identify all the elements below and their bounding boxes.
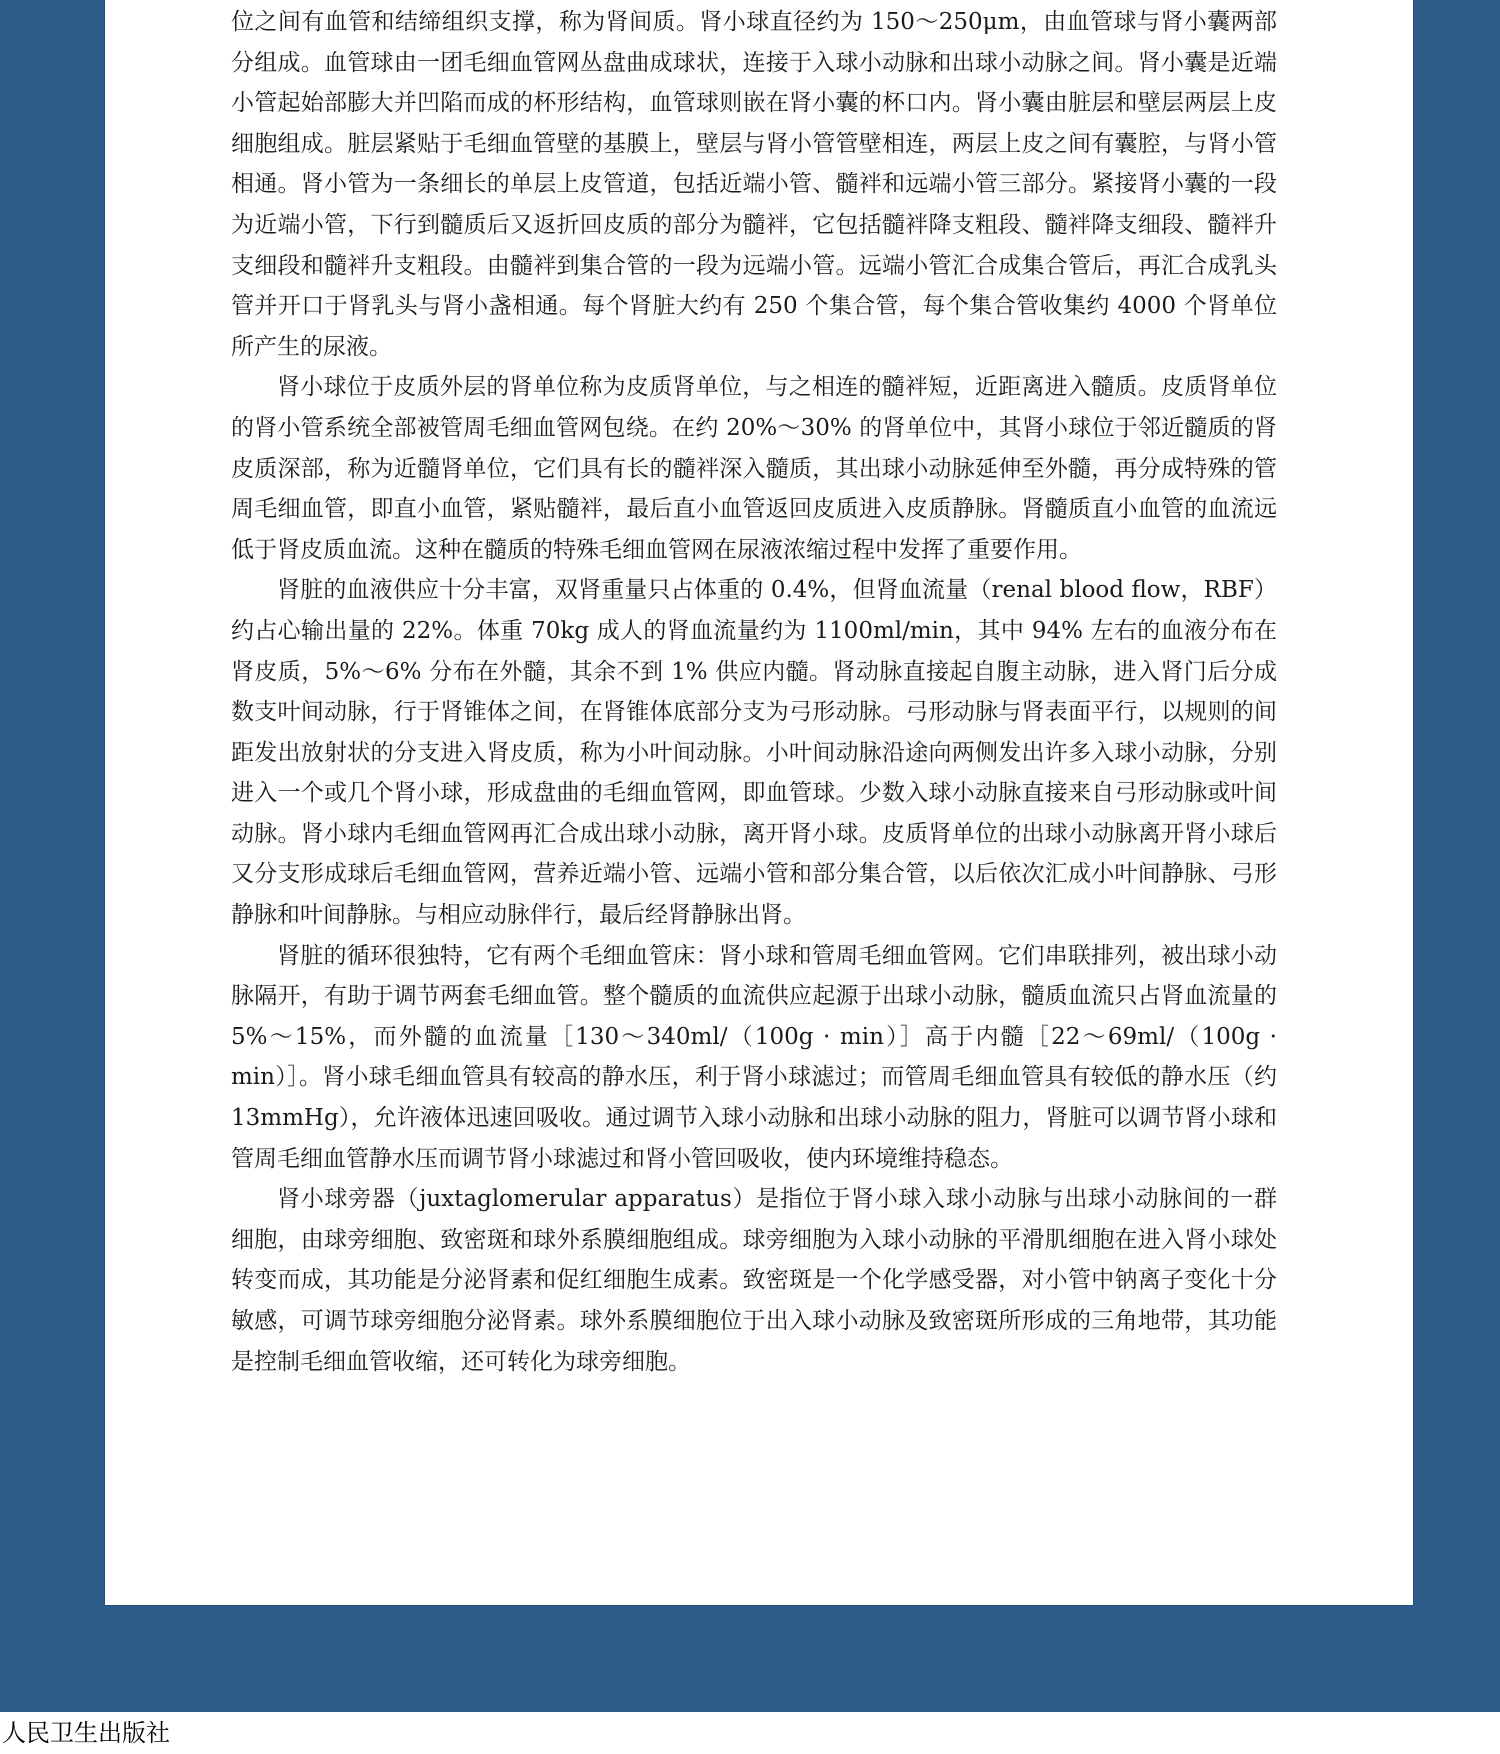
paragraph-nephron-structure: 位之间有血管和结缔组织支撑，称为肾间质。肾小球直径约为 150～250μm，由血管球与肾小囊两部分组成。血管球由一团毛细血管网丛盘曲成球状，连接于入球小动脉和出球小动脉之间。肾小囊是近端小管起始部膨大并凹陷而成的杯形结构，血管球则嵌在肾小囊的杯口内。肾小囊由脏层和壁层两层上皮细胞组成。脏层紧贴于毛细血管壁的基膜上，壁层与肾小管管壁相连，两层上皮之间有囊腔，与肾小管相通。肾小管为一条细长的单层上皮管道，包括近端小管、髓袢和远端小管三部分。紧接肾小囊的一段为近端小管，下行到髓质后又返折回皮质的部分为髓袢，它包括髓袢降支粗段、髓袢降支细段、髓袢升支细段和髓袢升支粗段。由髓袢到集合管的一段为远端小管。远端小管汇合成集合管后，再汇合成乳头管并开口于肾乳头与肾小盏相通。每个肾脏大约有 250 个集合管，每个集合管收集约 4000 个肾单位所产生的尿液。: [231, 9, 1277, 360]
paragraph-renal-circulation: 肾脏的循环很独特，它有两个毛细血管床：肾小球和管周毛细血管网。它们串联排列，被出球小动脉隔开，有助于调节两套毛细血管。整个髓质的血流供应起源于出球小动脉，髓质血流只占肾血流量的 5%～15%，而外髓的血流量［130～340ml/（100g · min）］高于内髓［22～69ml/（100g · min）］。肾小球毛细血管具有较高的静水压，利于肾小球滤过；而管周毛细血管具有较低的静水压（约 13mmHg），允许液体迅速回吸收。通过调节入球小动脉和出球小动脉的阻力，肾脏可以调节肾小球和管周毛细血管静水压而调节肾小球滤过和肾小管回吸收，使内环境维持稳态。: [231, 942, 1277, 1172]
document-page: [105, 0, 1413, 1605]
paragraph-cortical-nephron: 肾小球位于皮质外层的肾单位称为皮质肾单位，与之相连的髓袢短，近距离进入髓质。皮质肾单位的肾小管系统全部被管周毛细血管网包绕。在约 20%～30% 的肾单位中，其肾小球位于邻近髓质的肾皮质深部，称为近髓肾单位，它们具有长的髓袢深入髓质，其出球小动脉延伸至外髓，再分成特殊的管周毛细血管，即直小血管，紧贴髓袢，最后直小血管返回皮质进入皮质静脉。肾髓质直小血管的血流远低于肾皮质血流。这种在髓质的特殊毛细血管网在尿液浓缩过程中发挥了重要作用。: [231, 374, 1277, 563]
paragraph-renal-blood-supply: 肾脏的血液供应十分丰富，双肾重量只占体重的 0.4%，但肾血流量（renal blood flow，RBF）约占心输出量的 22%。体重 70kg 成人的肾血流量约为 1100ml/min，其中 94% 左右的血液分布在肾皮质，5%～6% 分布在外髓，其余不到 1% 供应内髓。肾动脉直接起自腹主动脉，进入肾门后分成数支叶间动脉，行于肾锥体之间，在肾锥体底部分支为弓形动脉。弓形动脉与肾表面平行，以规则的间距发出放射状的分支进入肾皮质，称为小叶间动脉。小叶间动脉沿途向两侧发出许多入球小动脉，分别进入一个或几个肾小球，形成盘曲的毛细血管网，即血管球。少数入球小动脉直接来自弓形动脉或叶间动脉。肾小球内毛细血管网再汇合成出球小动脉，离开肾小球。皮质肾单位的出球小动脉离开肾小球后又分支形成球后毛细血管网，营养近端小管、远端小管和部分集合管，以后依次汇成小叶间静脉、弓形静脉和叶间静脉。与相应动脉伴行，最后经肾静脉出肾。: [231, 577, 1277, 929]
page-text-body: [231, 2, 1277, 1382]
paragraph-juxtaglomerular-apparatus: 肾小球旁器（juxtaglomerular apparatus）是指位于肾小球入球小动脉与出球小动脉间的一群细胞，由球旁细胞、致密斑和球外系膜细胞组成。球旁细胞为入球小动脉的平滑肌细胞在进入肾小球处转变而成，其功能是分泌肾素和促红细胞生成素。致密斑是一个化学感受器，对小管中钠离子变化十分敏感，可调节球旁细胞分泌肾素。球外系膜细胞位于出入球小动脉及致密斑所形成的三角地带，其功能是控制毛细血管收缩，还可转化为球旁细胞。: [231, 1186, 1277, 1375]
footer-bar: [0, 1712, 1500, 1754]
publisher-name: 人民卫生出版社: [2, 1719, 170, 1747]
